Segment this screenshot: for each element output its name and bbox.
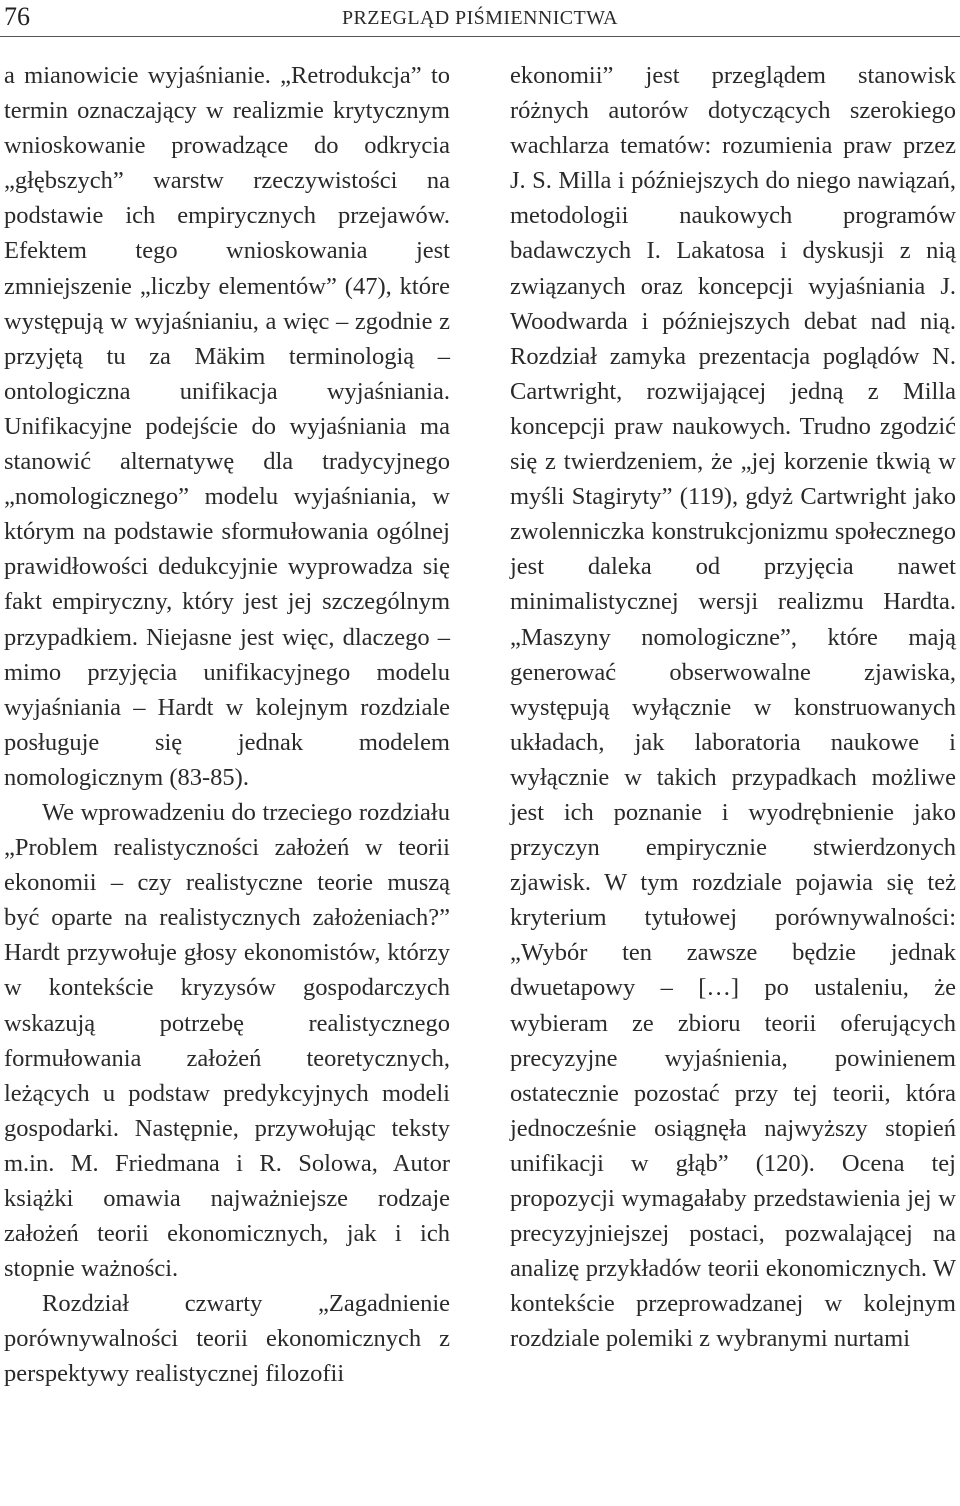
left-text-column xyxy=(4,58,450,1392)
header-divider xyxy=(0,36,960,37)
paragraph: ekonomii” jest przeglądem stanowisk różnych autorów dotyczących szerokiego wachlarza tematów: rozumienia praw przez J. S. Milla i późniejszych do niego nawiązań, metodologii naukowych programów badawczych I. Lakatosa i dyskusji z nią związanych oraz koncepcji wyjaśniania J. Woodwarda i późniejszych debat nad nią. Rozdział zamyka prezentacja poglądów N. Cartwright, rozwijającej jedną z Milla koncepcji praw naukowych. Trudno zgodzić się z twierdzeniem, że „jej korzenie tkwią w myśli Stagiryty” (119), gdyż Cartwright jako zwolenniczka konstrukcjonizmu społecznego jest daleka od przyjęcia nawet minimalistycznej wersji realizmu Hardta. „Maszyny nomologiczne”, które mają generować obserwowalne zjawiska, występują wyłącznie w konstruowanych układach, jak laboratoria naukowe i wyłącznie w takich przypadkach możliwe jest ich poznanie i wyodrębnienie jako przyczyn empirycznie stwierdzonych zjawisk. W tym rozdziale pojawia się też kryterium tytułowej porównywalności: „Wybór ten zawsze będzie jednak dwuetapowy – […] po ustaleniu, że wybieram ze zbioru teorii oferujących precyzyjne wyjaśnienia, powinienem ostatecznie pozostać przy tej teorii, która jednocześnie osiągnęła najwyższy stopień unifikacji w głąb” (120). Ocena tej propozycji wymagałaby przedstawienia jej w precyzyjniejszej postaci, pozwalającej na analizę przykładów teorii ekonomicznych. W kontekście przeprowadzanej w kolejnym rozdziale polemiki z wybranymi nurtami xyxy=(510,62,956,1353)
page-header xyxy=(0,0,960,36)
right-text-column xyxy=(510,58,956,1356)
running-title: PRZEGLĄD PIŚMIENNICTWA xyxy=(342,7,619,29)
page-number: 76 xyxy=(4,2,30,31)
paragraph: Rozdział czwarty „Zagadnienie porównywalności teorii ekonomicznych z perspektywy realistycznej filozofii xyxy=(4,1290,450,1388)
paragraph: We wprowadzeniu do trzeciego rozdziału „Problem realistyczności założeń w teorii ekonomii – czy realistyczne teorie muszą być oparte na realistycznych założeniach?” Hardt przywołuje głosy ekonomistów, którzy w kontekście kryzysów gospodarczych wskazują potrzebę realistycznego formułowania założeń teoretycznych, leżących u podstaw predykcyjnych modeli gospodarki. Następnie, przywołując teksty m.in. M. Friedmana i R. Solowa, Autor książki omawia najważniejsze rodzaje założeń teorii ekonomicznych, jak i ich stopnie ważności. xyxy=(4,798,450,1283)
paragraph: a mianowicie wyjaśnianie. „Retrodukcja” to termin oznaczający w realizmie krytycznym wnioskowanie prowadzące do odkrycia „głębszych” warstw rzeczywistości na podstawie ich empirycznych przejawów. Efektem tego wnioskowania jest zmniejszenie „liczby elementów” (47), które występują w wyjaśnianiu, a więc – zgodnie z przyjętą tu za Mäkim terminologią – ontologiczna unifikacja wyjaśniania. Unifikacyjne podejście do wyjaśniania ma stanowić alternatywę dla tradycyjnego „nomologicznego” modelu wyjaśniania, w którym na podstawie sformułowania ogólnej prawidłowości dedukcyjnie wyprowadza się fakt empiryczny, który jest jej szczególnym przypadkiem. Niejasne jest więc, dlaczego – mimo przyjęcia unifikacyjnego modelu wyjaśniania – Hardt w kolejnym rozdziale posługuje się jednak modelem nomologicznym (83-85). xyxy=(4,62,450,791)
